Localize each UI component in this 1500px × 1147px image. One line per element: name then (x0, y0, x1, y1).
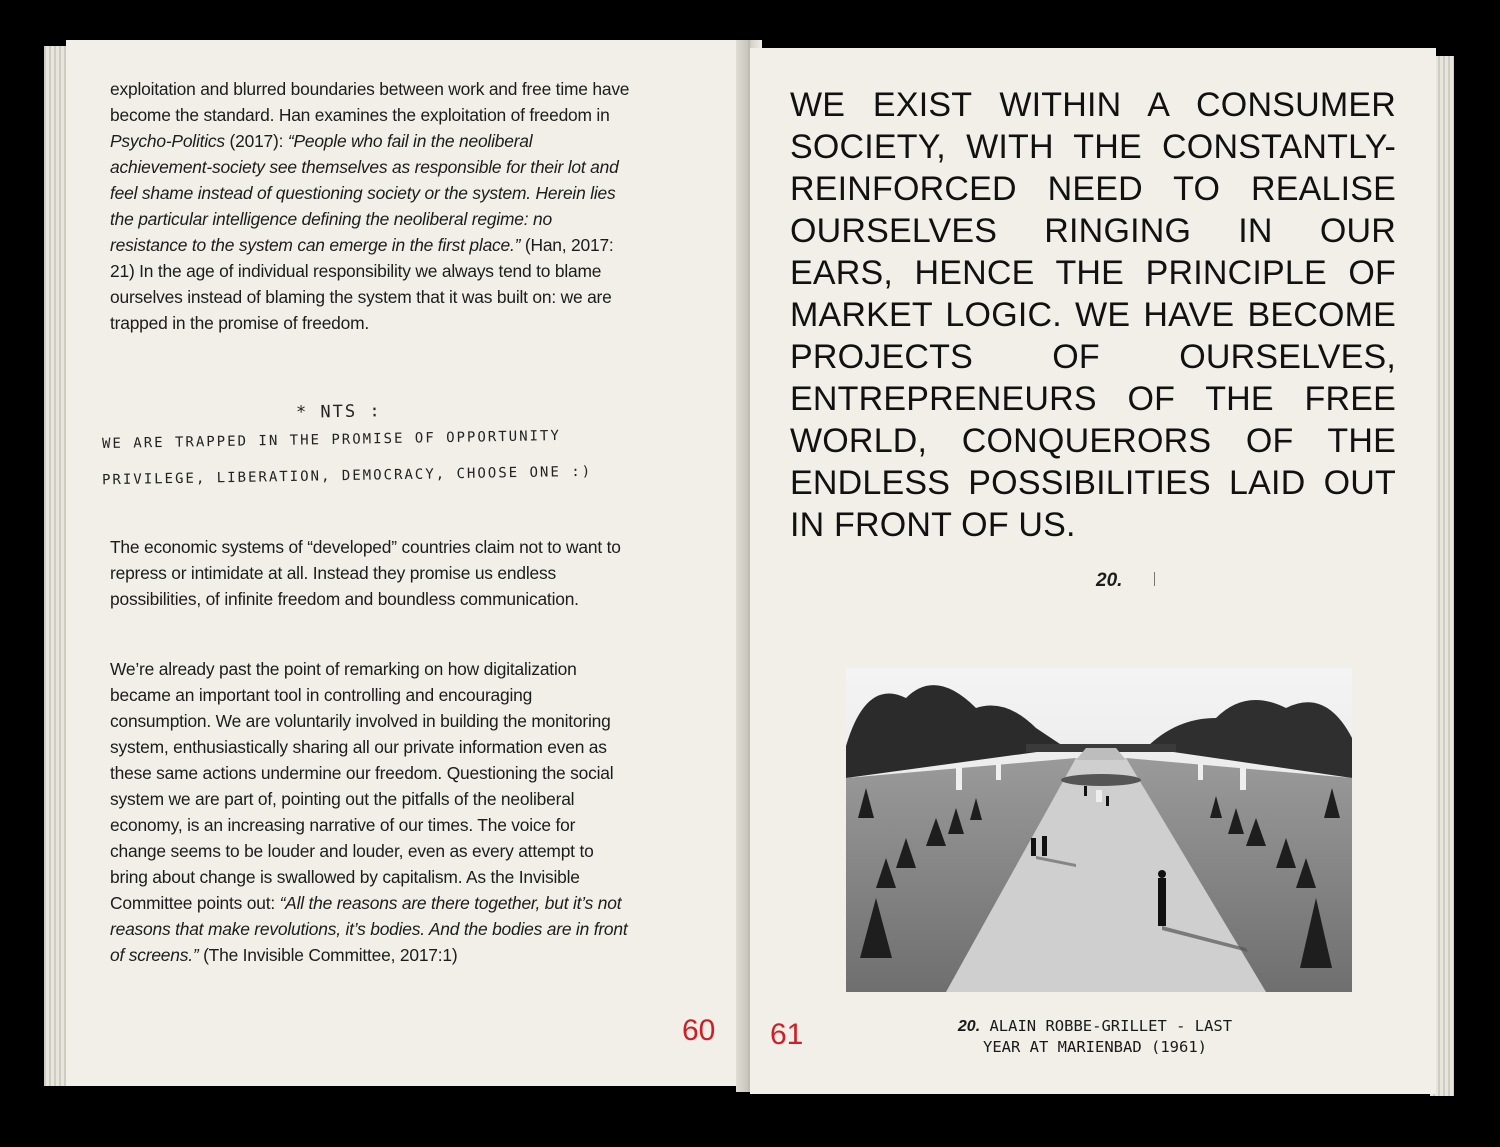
caption-line-1 (880, 1016, 1310, 1037)
page-number-left: 60 (682, 1014, 716, 1047)
body-paragraph-3 (110, 656, 630, 968)
caption-line-2: YEAR AT MARIENBAD (1961) (983, 1038, 1207, 1056)
right-page (750, 48, 1436, 1094)
han-quote: “People who fail in the neoliberal achievement-society see themselves as responsible for their lot and feel shame instead of questioning society or the system. Herein lies the particular intelligence defining the neoliberal regime: no resistance to the system can emerge in the first place.” (110, 131, 619, 255)
garden-photo-illustration (846, 668, 1352, 992)
para1-text-b: (2017): (224, 131, 288, 151)
page-number-right: 61 (770, 1018, 804, 1051)
figure-label: 20. (1096, 570, 1123, 591)
pull-quote-headline: WE EXIST WITHIN A CONSUMER SOCIETY, WITH THE CONSTANTLY-REINFORCED NEED TO REALISE OURSELVES RINGING IN OUR EARS, HENCE THE PRINCIPLE OF MARKET LOGIC. WE HAVE BECOME PROJECTS OF OURSELVES, ENTREPRENEURS OF THE FREE WORLD, CONQUERORS OF THE ENDLESS POSSIBILITIES LAID OUT IN FRONT OF US. (790, 86, 1396, 544)
para1-text-a: exploitation and blurred boundaries between work and free time have become the standard. Han examines the exploitation of freedom in (110, 79, 630, 125)
caption-text-1: ALAIN ROBBE-GRILLET - LAST (980, 1017, 1233, 1035)
left-page (66, 40, 742, 1086)
book-title: Psycho-Politics (110, 131, 225, 151)
film-still-photo (846, 668, 1352, 992)
pencil-mark (1154, 572, 1155, 586)
body-paragraph-1 (110, 76, 630, 336)
caption-number: 20. (957, 1018, 981, 1035)
para3-text-a: We’re already past the point of remarking on how digitalization became an important tool in controlling and encouraging consumption. We are voluntarily involved in building the monitoring system, enthusiastically sharing all our private information even as these same actions undermine our freedom. Questioning the social system we are part of, pointing out the pitfalls of the neoliberal economy, is an increasing narrative of our times. The voice for change seems to be louder and louder, even as every attempt to bring about change is swallowed by capitalism. As the Invisible Committee points out: (110, 659, 614, 913)
handwritten-note-line-2: PRIVILEGE, LIBERATION, DEMOCRACY, CHOOSE ONE :) (101, 463, 593, 489)
para1-text-c: (Han, 2017: 21) In the age of individual responsibility we always tend to blame ourselves instead of blaming the system that it was built on: we are trapped in the promise of freedom. (110, 235, 614, 333)
invisible-committee-quote: “All the reasons are there together, but it’s not reasons that make revolutions, it’s bodies. And the bodies are in front of screens.” (110, 893, 628, 965)
handwritten-note-line-1: WE ARE TRAPPED IN THE PROMISE OF OPPORTUNITY (101, 427, 561, 453)
handwritten-note-heading: * NTS : (295, 401, 382, 423)
para3-text-b: (The Invisible Committee, 2017:1) (198, 945, 458, 965)
photo-caption (880, 1016, 1310, 1057)
body-paragraph-2: The economic systems of “developed” countries claim not to want to repress or intimidate at all. Instead they promise us endless possibilities, of infinite freedom and boundless communication. (110, 537, 621, 609)
